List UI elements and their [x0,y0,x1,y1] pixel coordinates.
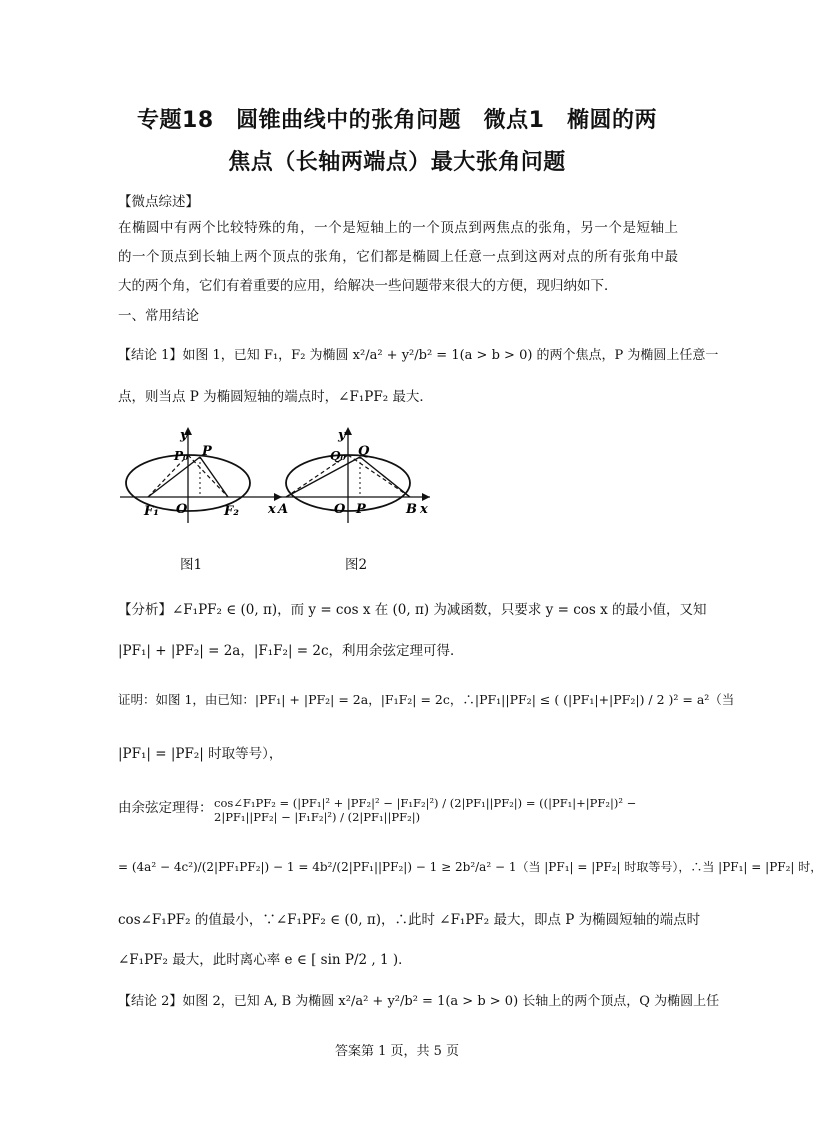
summary-line-3: 大的两个角，它们有着重要的应用，给解决一些问题带来很大的方便，现归纳如下． [118,278,618,294]
section-summary-heading: 【微点综述】 [118,194,199,210]
figure-2-ellipse-vertices [280,425,450,525]
cosine-equation: cos∠F₁PF₂ = (|PF₁|² + |PF₂|² − |F₁F₂|²) / (2|PF₁||PF₂|) = ((|PF₁|+|PF₂|)² − 2|PF₁||PF₂| − |F₁F₂|²) / (2|PF₁||PF₂|) [214,796,637,824]
fig1-label-f2: F₂ [224,504,239,519]
figure-1-caption: 图1 [180,557,203,573]
section-one-heading: 一、常用结论 [118,308,199,324]
fig1-label-x: x [268,502,276,517]
fig1-label-p0: P₀ [174,449,189,463]
conclusion-1-line-1: 【结论 1】如图 1，已知 F₁，F₂ 为椭圆 x²/a² + y²/b² = 1(a > b > 0) 的两个焦点，P 为椭圆上任意一 [118,348,719,363]
fig2-label-y: y [338,428,346,443]
figure-2-caption: 图2 [345,557,368,573]
fig1-label-y: y [180,428,188,443]
analysis-line-1: 【分析】∠F₁PF₂ ∈ (0, π)，而 y = cos x 在 (0, π) 为减函数，只要求 y = cos x 的最小值，又知 [118,602,707,618]
equation-line-3: = (4a² − 4c²)/(2|PF₁PF₂|) − 1 = 4b²/(2|PF₁||PF₂|) − 1 ≥ 2b²/a² − 1（当 |PF₁| = |PF₂| 时取等号），∴当 |PF₁| = |PF₂| 时， [118,860,822,874]
fig1-label-p: P [202,444,212,459]
fig2-label-p: P [356,502,366,517]
fig1-label-f1: F₁ [144,504,159,519]
fig2-label-o: O [334,502,346,517]
summary-line-1: 在椭圆中有两个比较特殊的角，一个是短轴上的一个顶点到两焦点的张角，另一个是短轴上 [118,220,678,236]
page-footer: 答案第 1 页，共 5 页 [334,1044,460,1059]
equation-line-4: cos∠F₁PF₂ 的值最小，∵∠F₁PF₂ ∈ (0, π)，∴此时 ∠F₁PF₂ 最大，即点 P 为椭圆短轴的端点时 [118,912,701,928]
fig2-label-b: B [406,502,417,517]
figure-1-ellipse-foci [120,425,290,525]
proof-line-2: |PF₁| = |PF₂| 时取等号）， [118,746,283,762]
cosine-label: 由余弦定理得： [118,800,213,816]
proof-line-1: 证明：如图 1，由已知：|PF₁| + |PF₂| = 2a，|F₁F₂| = 2c，∴|PF₁||PF₂| ≤ ( (|PF₁|+|PF₂|) / 2 )² = a²（当 [118,692,735,707]
fig2-label-q: Q [358,444,370,459]
page-title-line-2: 焦点（长轴两端点）最大张角问题 [228,150,566,175]
equation-line-5: ∠F₁PF₂ 最大，此时离心率 e ∈ [ sin P/2 , 1 )． [118,952,412,968]
fig2-label-x: x [420,502,428,517]
conclusion-1-line-2: 点，则当点 P 为椭圆短轴的端点时，∠F₁PF₂ 最大． [118,389,433,405]
fig2-label-q0: Q₀ [330,449,346,463]
fig1-label-o: O [176,502,188,517]
fig2-label-a: A [278,502,289,517]
analysis-line-2: |PF₁| + |PF₂| = 2a，|F₁F₂| = 2c，利用余弦定理可得． [118,643,464,659]
conclusion-2-line-1: 【结论 2】如图 2，已知 A, B 为椭圆 x²/a² + y²/b² = 1(a > b > 0) 长轴上的两个顶点，Q 为椭圆上任 [118,994,720,1009]
summary-line-2: 的一个顶点到长轴上两个顶点的张角，它们都是椭圆上任意一点到这两对点的所有张角中最 [118,249,678,265]
page-title-line-1: 专题18 圆锥曲线中的张角问题 微点1 椭圆的两 [137,108,657,133]
